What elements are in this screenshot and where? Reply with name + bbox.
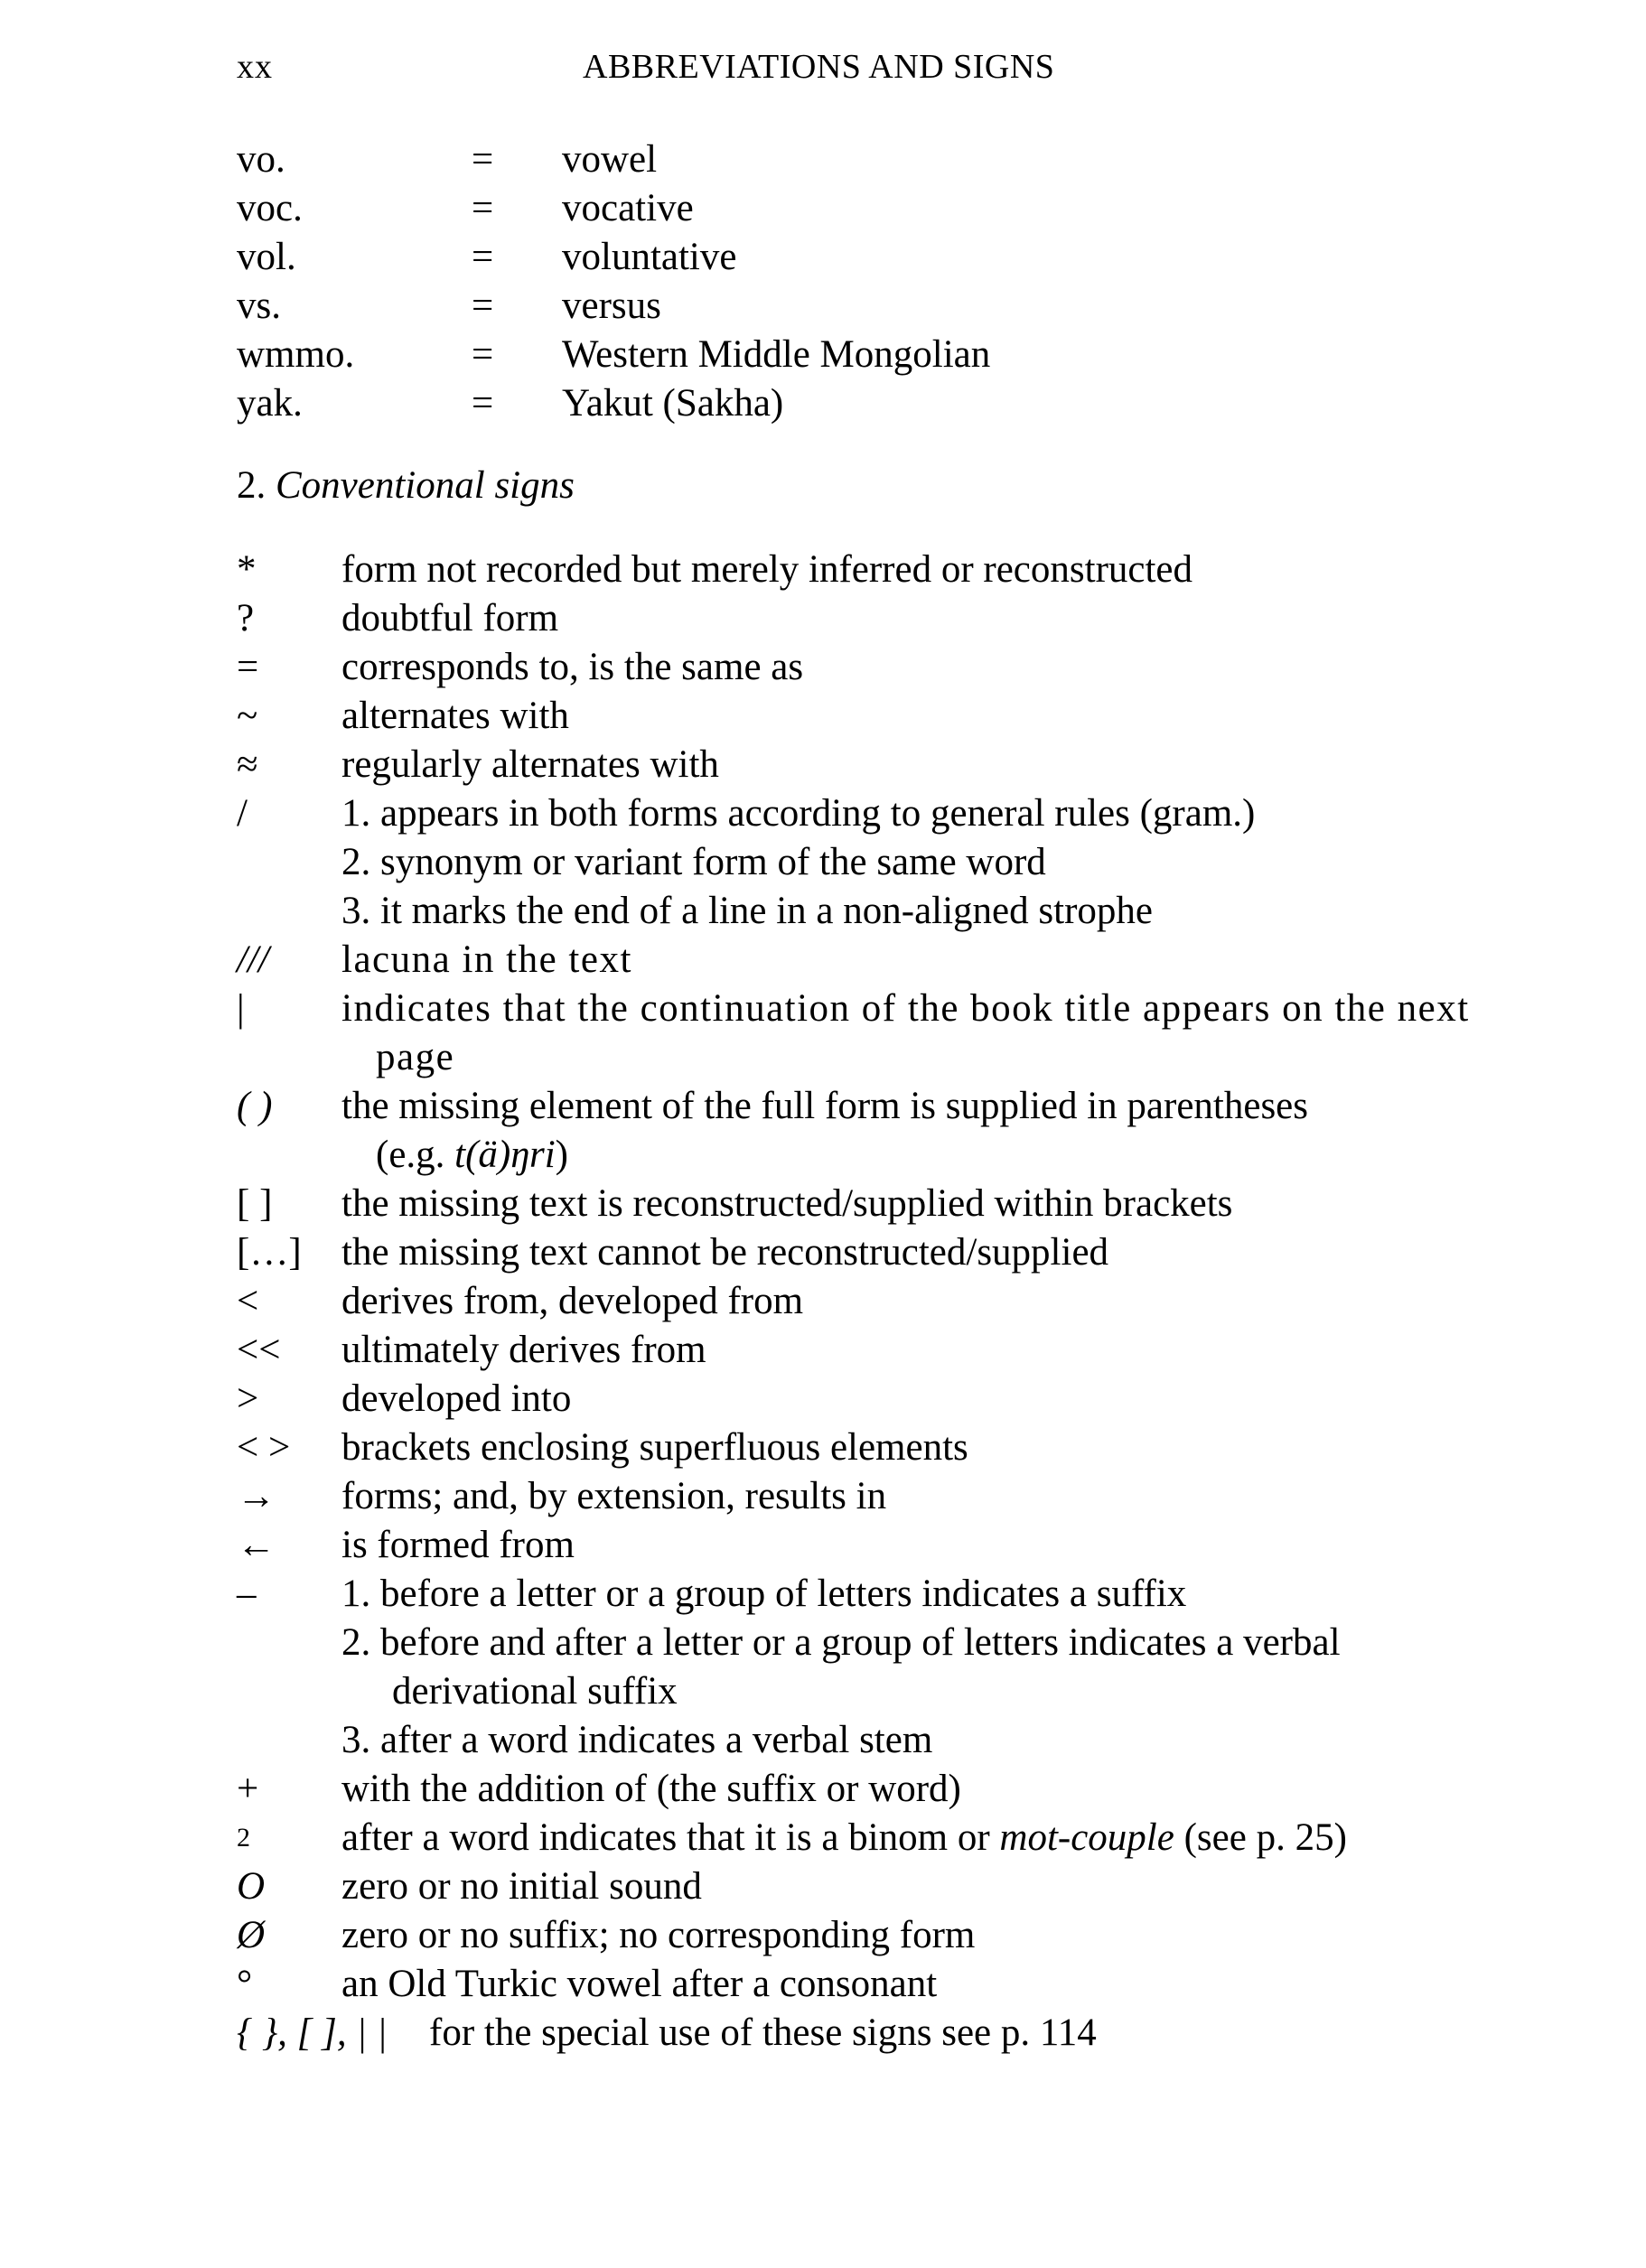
sign-symbol: Ø <box>237 1914 266 1956</box>
abbreviation-definition: versus <box>562 285 661 327</box>
sign-row <box>0 1765 1646 1814</box>
abbreviation-row <box>0 233 1646 282</box>
abbreviation-definition: vocative <box>562 187 694 229</box>
sign-symbol: = <box>237 646 259 688</box>
sign-row <box>0 1911 1646 1960</box>
abbreviation-term: vs. <box>237 285 281 327</box>
sign-symbol: < <box>237 1280 259 1322</box>
sign-symbol: * <box>237 548 257 591</box>
sign-row <box>0 1082 1646 1180</box>
sign-row <box>0 2009 1646 2058</box>
sign-row <box>0 643 1646 692</box>
abbreviation-term: wmmo. <box>237 333 355 376</box>
sign-description: regularly alternates with <box>341 743 719 786</box>
sign-symbol: 2 <box>237 1823 250 1853</box>
sign-row <box>0 936 1646 985</box>
sign-description: forms; and, by extension, results in <box>341 1475 887 1517</box>
sign-description: form not recorded but merely inferred or reconstructed <box>341 548 1193 591</box>
sign-symbol: ≈ <box>237 743 258 786</box>
example-word: t(ä)ŋri <box>454 1134 556 1176</box>
sign-description: the missing element of the full form is supplied in parentheses <box>341 1085 1309 1127</box>
sign-description: with the addition of (the suffix or word) <box>341 1768 961 1810</box>
sign-row <box>0 985 1646 1082</box>
abbreviation-term: yak. <box>237 382 303 425</box>
sign-symbol: ~ <box>237 695 258 737</box>
sign-row <box>0 1375 1646 1423</box>
abbreviation-row <box>0 331 1646 379</box>
abbreviation-list <box>0 135 1646 428</box>
abbreviation-definition: Western Middle Mongolian <box>562 333 991 376</box>
section-title: Conventional signs <box>276 464 575 507</box>
sign-description-item: 2. synonym or variant form of the same word <box>341 841 1046 883</box>
sign-symbol: { }, [ ], | | <box>237 2011 388 2054</box>
sign-description <box>341 1814 1444 1862</box>
sign-symbol: + <box>237 1768 259 1810</box>
sign-row <box>0 741 1646 789</box>
sign-row <box>0 1862 1646 1911</box>
sign-symbol: /// <box>237 938 269 981</box>
running-title: ABBREVIATIONS AND SIGNS <box>583 48 1055 86</box>
sign-symbol: ? <box>237 597 255 639</box>
sign-row <box>0 1228 1646 1277</box>
sign-description-item: 3. it marks the end of a line in a non-aligned strophe <box>341 890 1153 932</box>
abbreviation-term: vo. <box>237 138 285 181</box>
section-heading <box>237 462 575 510</box>
sign-symbol: → <box>237 1475 276 1517</box>
sign-symbol: O <box>237 1865 266 1908</box>
equals-sign: = <box>472 187 494 229</box>
sign-example <box>341 1131 1478 1180</box>
sign-description: indicates that the continuation of the book title appears on the next page <box>341 987 1470 1078</box>
sign-description: developed into <box>341 1377 572 1420</box>
abbreviation-definition: voluntative <box>562 236 737 278</box>
sign-description: zero or no suffix; no corresponding form <box>341 1914 976 1956</box>
equals-sign: = <box>472 382 494 425</box>
sign-row <box>0 1814 1646 1862</box>
sign-description: zero or no initial sound <box>341 1865 702 1908</box>
equals-sign: = <box>472 236 494 278</box>
sign-description: lacuna in the text <box>341 938 632 981</box>
sign-row <box>0 1472 1646 1521</box>
sign-symbol: > <box>237 1377 259 1420</box>
sign-row <box>0 1326 1646 1375</box>
sign-description: corresponds to, is the same as <box>341 646 804 688</box>
sign-description: brackets enclosing superfluous elements <box>341 1426 968 1469</box>
sign-description: doubtful form <box>341 597 559 639</box>
sign-symbol: / <box>237 792 248 835</box>
binom-text: after a word indicates that it is a binom or <box>341 1816 1000 1859</box>
sign-description: ultimately derives from <box>341 1329 706 1371</box>
sign-symbol: < > <box>237 1426 291 1469</box>
section-number: 2. <box>237 464 267 507</box>
sign-symbol: ° <box>237 1963 253 2005</box>
sign-row <box>0 1570 1646 1765</box>
sign-row <box>0 546 1646 594</box>
equals-sign: = <box>472 138 494 181</box>
abbreviation-row <box>0 184 1646 233</box>
sign-description: the missing text is reconstructed/supplied within brackets <box>341 1182 1233 1225</box>
abbreviation-row <box>0 379 1646 428</box>
abbreviation-definition: Yakut (Sakha) <box>562 382 784 425</box>
sign-symbol: ( ) <box>237 1085 273 1127</box>
sign-row <box>0 594 1646 643</box>
equals-sign: = <box>472 333 494 376</box>
sign-row <box>0 1960 1646 2009</box>
example-suffix: ) <box>555 1134 568 1176</box>
sign-description: an Old Turkic vowel after a consonant <box>341 1963 938 2005</box>
page-number: xx <box>237 48 273 86</box>
sign-row <box>0 789 1646 936</box>
sign-description: is formed from <box>341 1524 575 1566</box>
sign-description: derives from, developed from <box>341 1280 804 1322</box>
sign-description-item: 1. appears in both forms according to general rules (gram.) <box>341 792 1256 835</box>
sign-description: the missing text cannot be reconstructed/supplied <box>341 1231 1109 1274</box>
sign-row <box>0 692 1646 741</box>
sign-symbol: | <box>237 987 245 1030</box>
sign-row <box>0 1423 1646 1472</box>
sign-symbol: […] <box>237 1231 302 1274</box>
sign-symbol: << <box>237 1329 281 1371</box>
abbreviation-row <box>0 135 1646 184</box>
abbreviation-row <box>0 282 1646 331</box>
binom-reference: (see p. 25) <box>1174 1816 1347 1859</box>
sign-description-item: 3. after a word indicates a verbal stem <box>341 1719 933 1761</box>
sign-symbol: [ ] <box>237 1182 273 1225</box>
sign-description-item: 2. before and after a letter or a group of letters indicates a verbal derivational suffix <box>341 1621 1341 1713</box>
abbreviation-definition: vowel <box>562 138 658 181</box>
abbreviation-term: voc. <box>237 187 303 229</box>
example-prefix: (e.g. <box>376 1134 455 1176</box>
sign-row <box>0 1277 1646 1326</box>
mot-couple-term: mot-couple <box>999 1816 1174 1859</box>
sign-symbol: ← <box>237 1524 276 1566</box>
sign-row <box>0 1180 1646 1228</box>
abbreviation-term: vol. <box>237 236 296 278</box>
sign-symbol: – <box>237 1573 257 1615</box>
signs-list <box>0 546 1646 2058</box>
sign-description-item: 1. before a letter or a group of letters indicates a suffix <box>341 1573 1187 1615</box>
sign-description: alternates with <box>341 695 569 737</box>
sign-row <box>0 1521 1646 1570</box>
sign-description: for the special use of these signs see p. 114 <box>429 2011 1097 2054</box>
equals-sign: = <box>472 285 494 327</box>
